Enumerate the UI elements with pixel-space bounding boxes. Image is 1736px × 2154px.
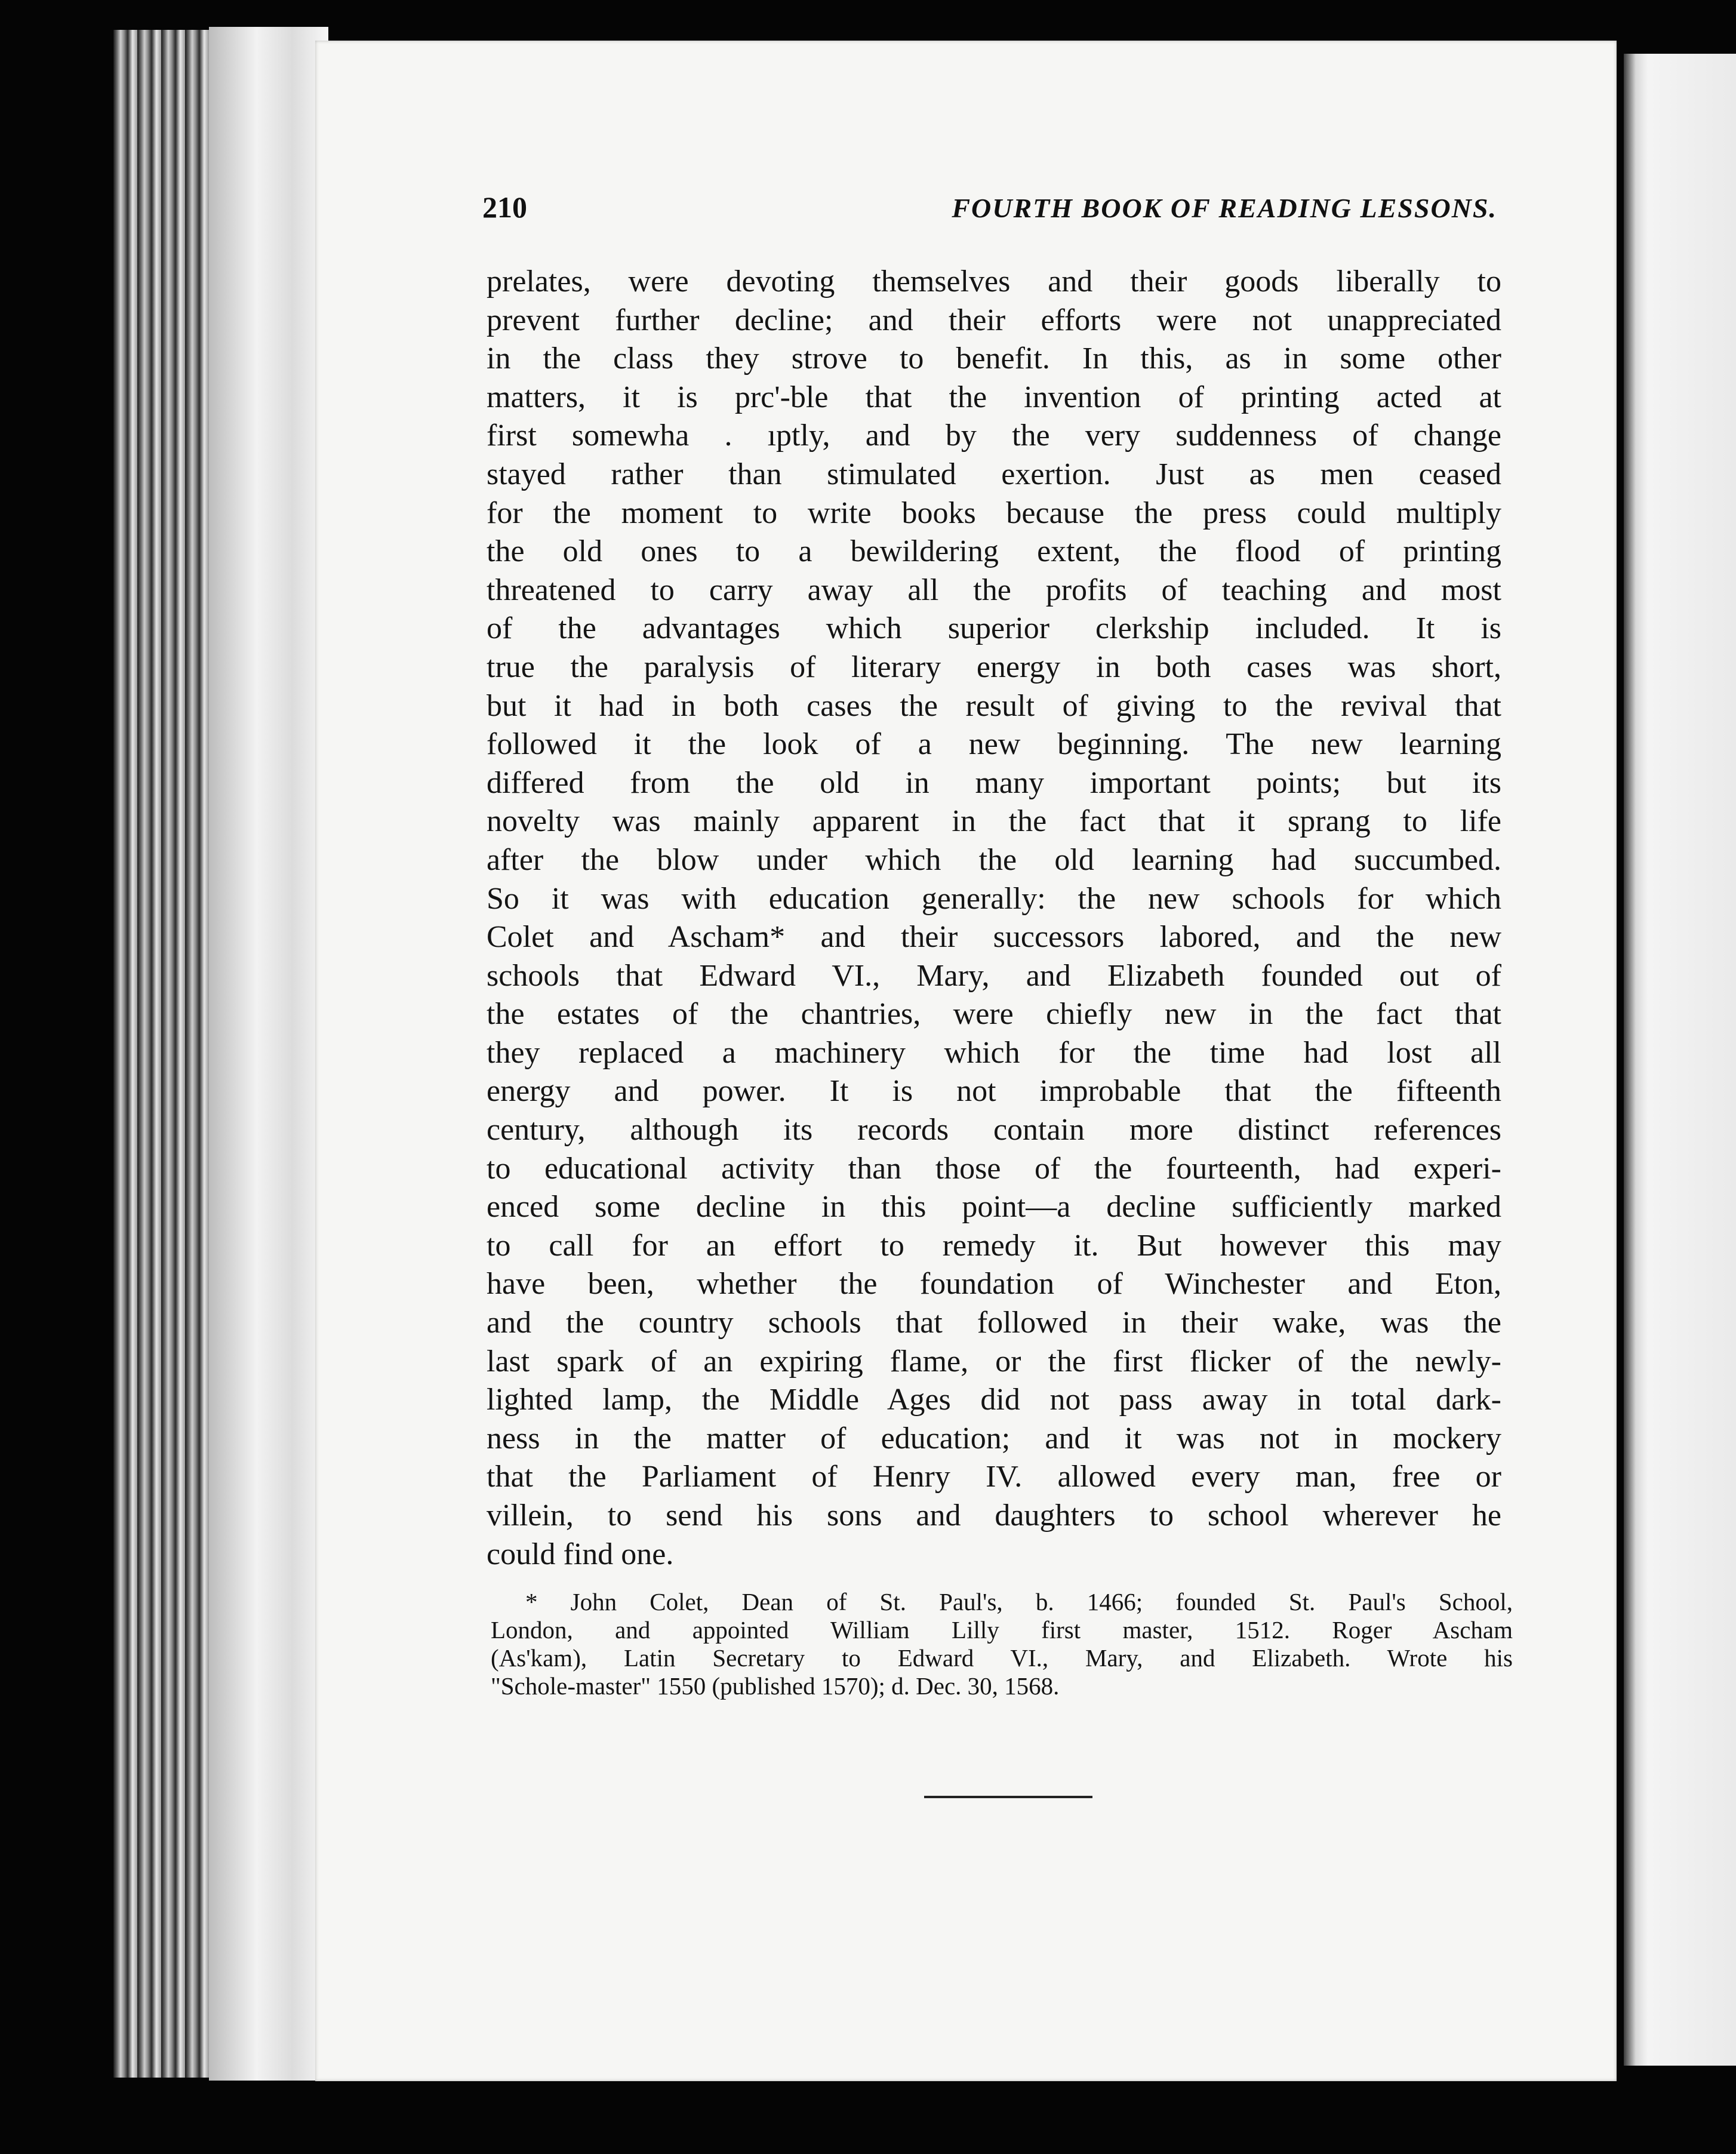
text-line: Colet and Ascham* and their successors labored, and the new (487, 920, 1501, 955)
text-line: could find one. (487, 1537, 674, 1571)
text-line: that the Parliament of Henry IV. allowed every man, free or (487, 1460, 1501, 1494)
text-line: followed it the look of a new beginning. The new learning (487, 727, 1501, 762)
page-header (482, 190, 1497, 238)
text-line: ness in the matter of education; and it was not in mockery (487, 1421, 1501, 1456)
footnote-line: (As'kam), Latin Secretary to Edward VI., Mary, and Elizabeth. Wrote his (491, 1644, 1513, 1672)
text-line: have been, whether the foundation of Winchester and Eton, (487, 1267, 1501, 1301)
text-line: of the advantages which superior clerkship included. It is (487, 611, 1501, 646)
text-line: century, although its records contain more distinct references (487, 1113, 1501, 1147)
footnote-line: "Schole-master" 1550 (published 1570); d. Dec. 30, 1568. (491, 1672, 1060, 1700)
text-line: differed from the old in many important points; but its (487, 765, 1501, 800)
text-line: enced some decline in this point—a decline sufficiently marked (487, 1190, 1501, 1224)
text-line: energy and power. It is not improbable that the fifteenth (487, 1074, 1501, 1109)
body-text (487, 263, 1501, 1574)
text-line: to educational activity than those of the fourteenth, had experi- (487, 1151, 1501, 1186)
text-line: prevent further decline; and their efforts were not unappreciated (487, 303, 1501, 337)
footnote-line: * John Colet, Dean of St. Paul's, b. 1466; founded St. Paul's School, (525, 1588, 1513, 1616)
text-line: lighted lamp, the Middle Ages did not pass away in total dark- (487, 1383, 1501, 1417)
section-end-rule (924, 1796, 1092, 1798)
text-line: stayed rather than stimulated exertion. Just as men ceased (487, 457, 1501, 491)
text-line: but it had in both cases the result of giving to the revival that (487, 688, 1501, 723)
text-line: to call for an effort to remedy it. But however this may (487, 1228, 1501, 1263)
text-line: in the class they strove to benefit. In this, as in some other (487, 341, 1501, 376)
text-line: the old ones to a bewildering extent, the flood of printing (487, 534, 1501, 569)
text-line: prelates, were devoting themselves and their goods liberally to (487, 264, 1501, 299)
book-page-stack-left (209, 27, 328, 2081)
text-line: matters, it is prc'-ble that the invention of printing acted at (487, 380, 1501, 414)
text-line: for the moment to write books because the press could multiply (487, 496, 1501, 530)
text-line: villein, to send his sons and daughters to school wherever he (487, 1498, 1501, 1533)
text-line: schools that Edward VI., Mary, and Elizabeth founded out of (487, 958, 1501, 993)
text-line: true the paralysis of literary energy in both cases was short, (487, 650, 1501, 684)
text-line: novelty was mainly apparent in the fact that it sprang to life (487, 804, 1501, 839)
text-line: and the country schools that followed in their wake, was the (487, 1306, 1501, 1340)
running-title: FOURTH BOOK OF READING LESSONS. (952, 193, 1497, 223)
footnote-line: London, and appointed William Lilly first master, 1512. Roger Ascham (491, 1616, 1513, 1644)
text-line: So it was with education generally: the new schools for which (487, 881, 1501, 916)
text-line: the estates of the chantries, were chiefly new in the fact that (487, 997, 1501, 1032)
page-number: 210 (482, 190, 527, 224)
footnote (491, 1588, 1513, 1700)
book-page-edge-right (1624, 54, 1736, 2066)
text-line: last spark of an expiring flame, or the first flicker of the newly- (487, 1344, 1501, 1378)
text-line: threatened to carry away all the profits of teaching and most (487, 573, 1501, 607)
text-line: first somewha . ıptly, and by the very suddenness of change (487, 419, 1501, 453)
text-line: they replaced a machinery which for the time had lost all (487, 1035, 1501, 1070)
text-line: after the blow under which the old learning had succumbed. (487, 842, 1501, 877)
